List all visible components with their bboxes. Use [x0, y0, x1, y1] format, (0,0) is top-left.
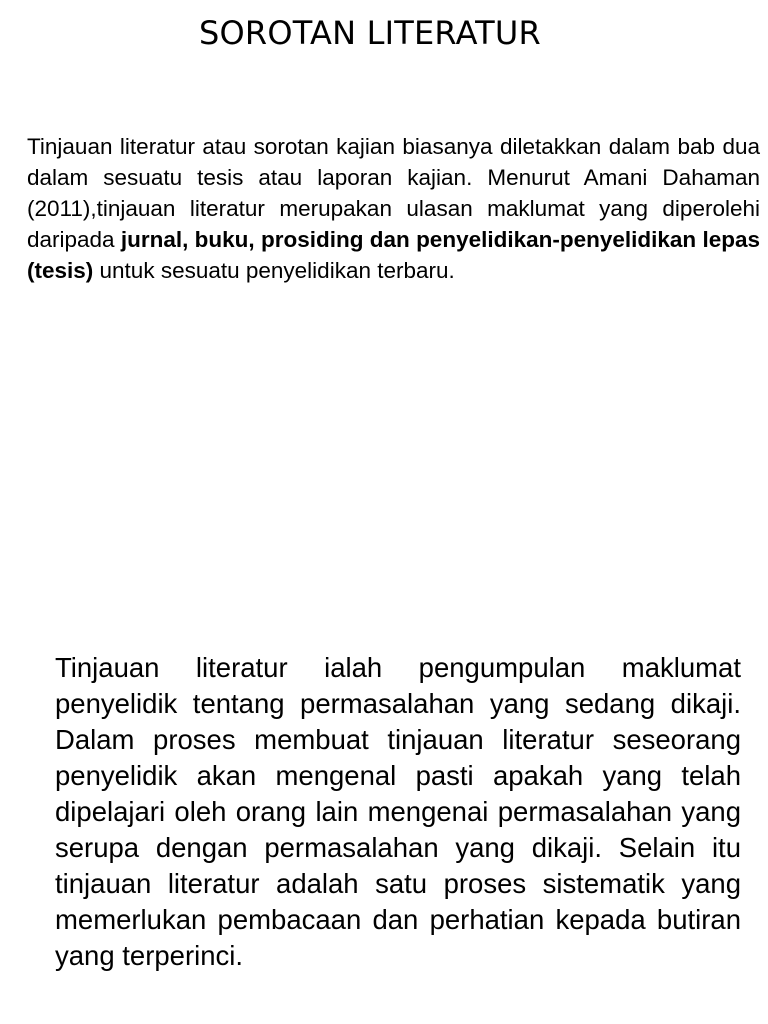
intro-text-after: untuk sesuatu penyelidikan terbaru.	[93, 258, 455, 283]
intro-paragraph	[27, 131, 760, 286]
definition-paragraph: Tinjauan literatur ialah pengumpulan maklumat penyelidik tentang permasalahan yang sedang dikaji. Dalam proses membuat tinjauan literatur seseorang penyelidik akan mengenal pasti apakah yang telah dipelajari oleh orang lain mengenai permasalahan yang serupa dengan permasalahan yang dikaji. Selain itu tinjauan literatur adalah satu proses sistematik yang memerlukan pembacaan dan perhatian kepada butiran yang terperinci.	[55, 652, 741, 971]
page-title: SOROTAN LITERATUR	[199, 14, 541, 52]
intro-text-before: Tinjauan literatur atau sorotan kajian biasanya diletakkan dalam bab dua dalam sesuatu tesis atau laporan kajian. Menurut Amani Dahaman (2011),tinjauan literatur merupakan ulasan maklumat yang diperolehi daripada	[27, 134, 760, 252]
intro-text-bold: jurnal, buku, prosiding dan penyelidikan-penyelidikan lepas (tesis)	[27, 227, 760, 283]
